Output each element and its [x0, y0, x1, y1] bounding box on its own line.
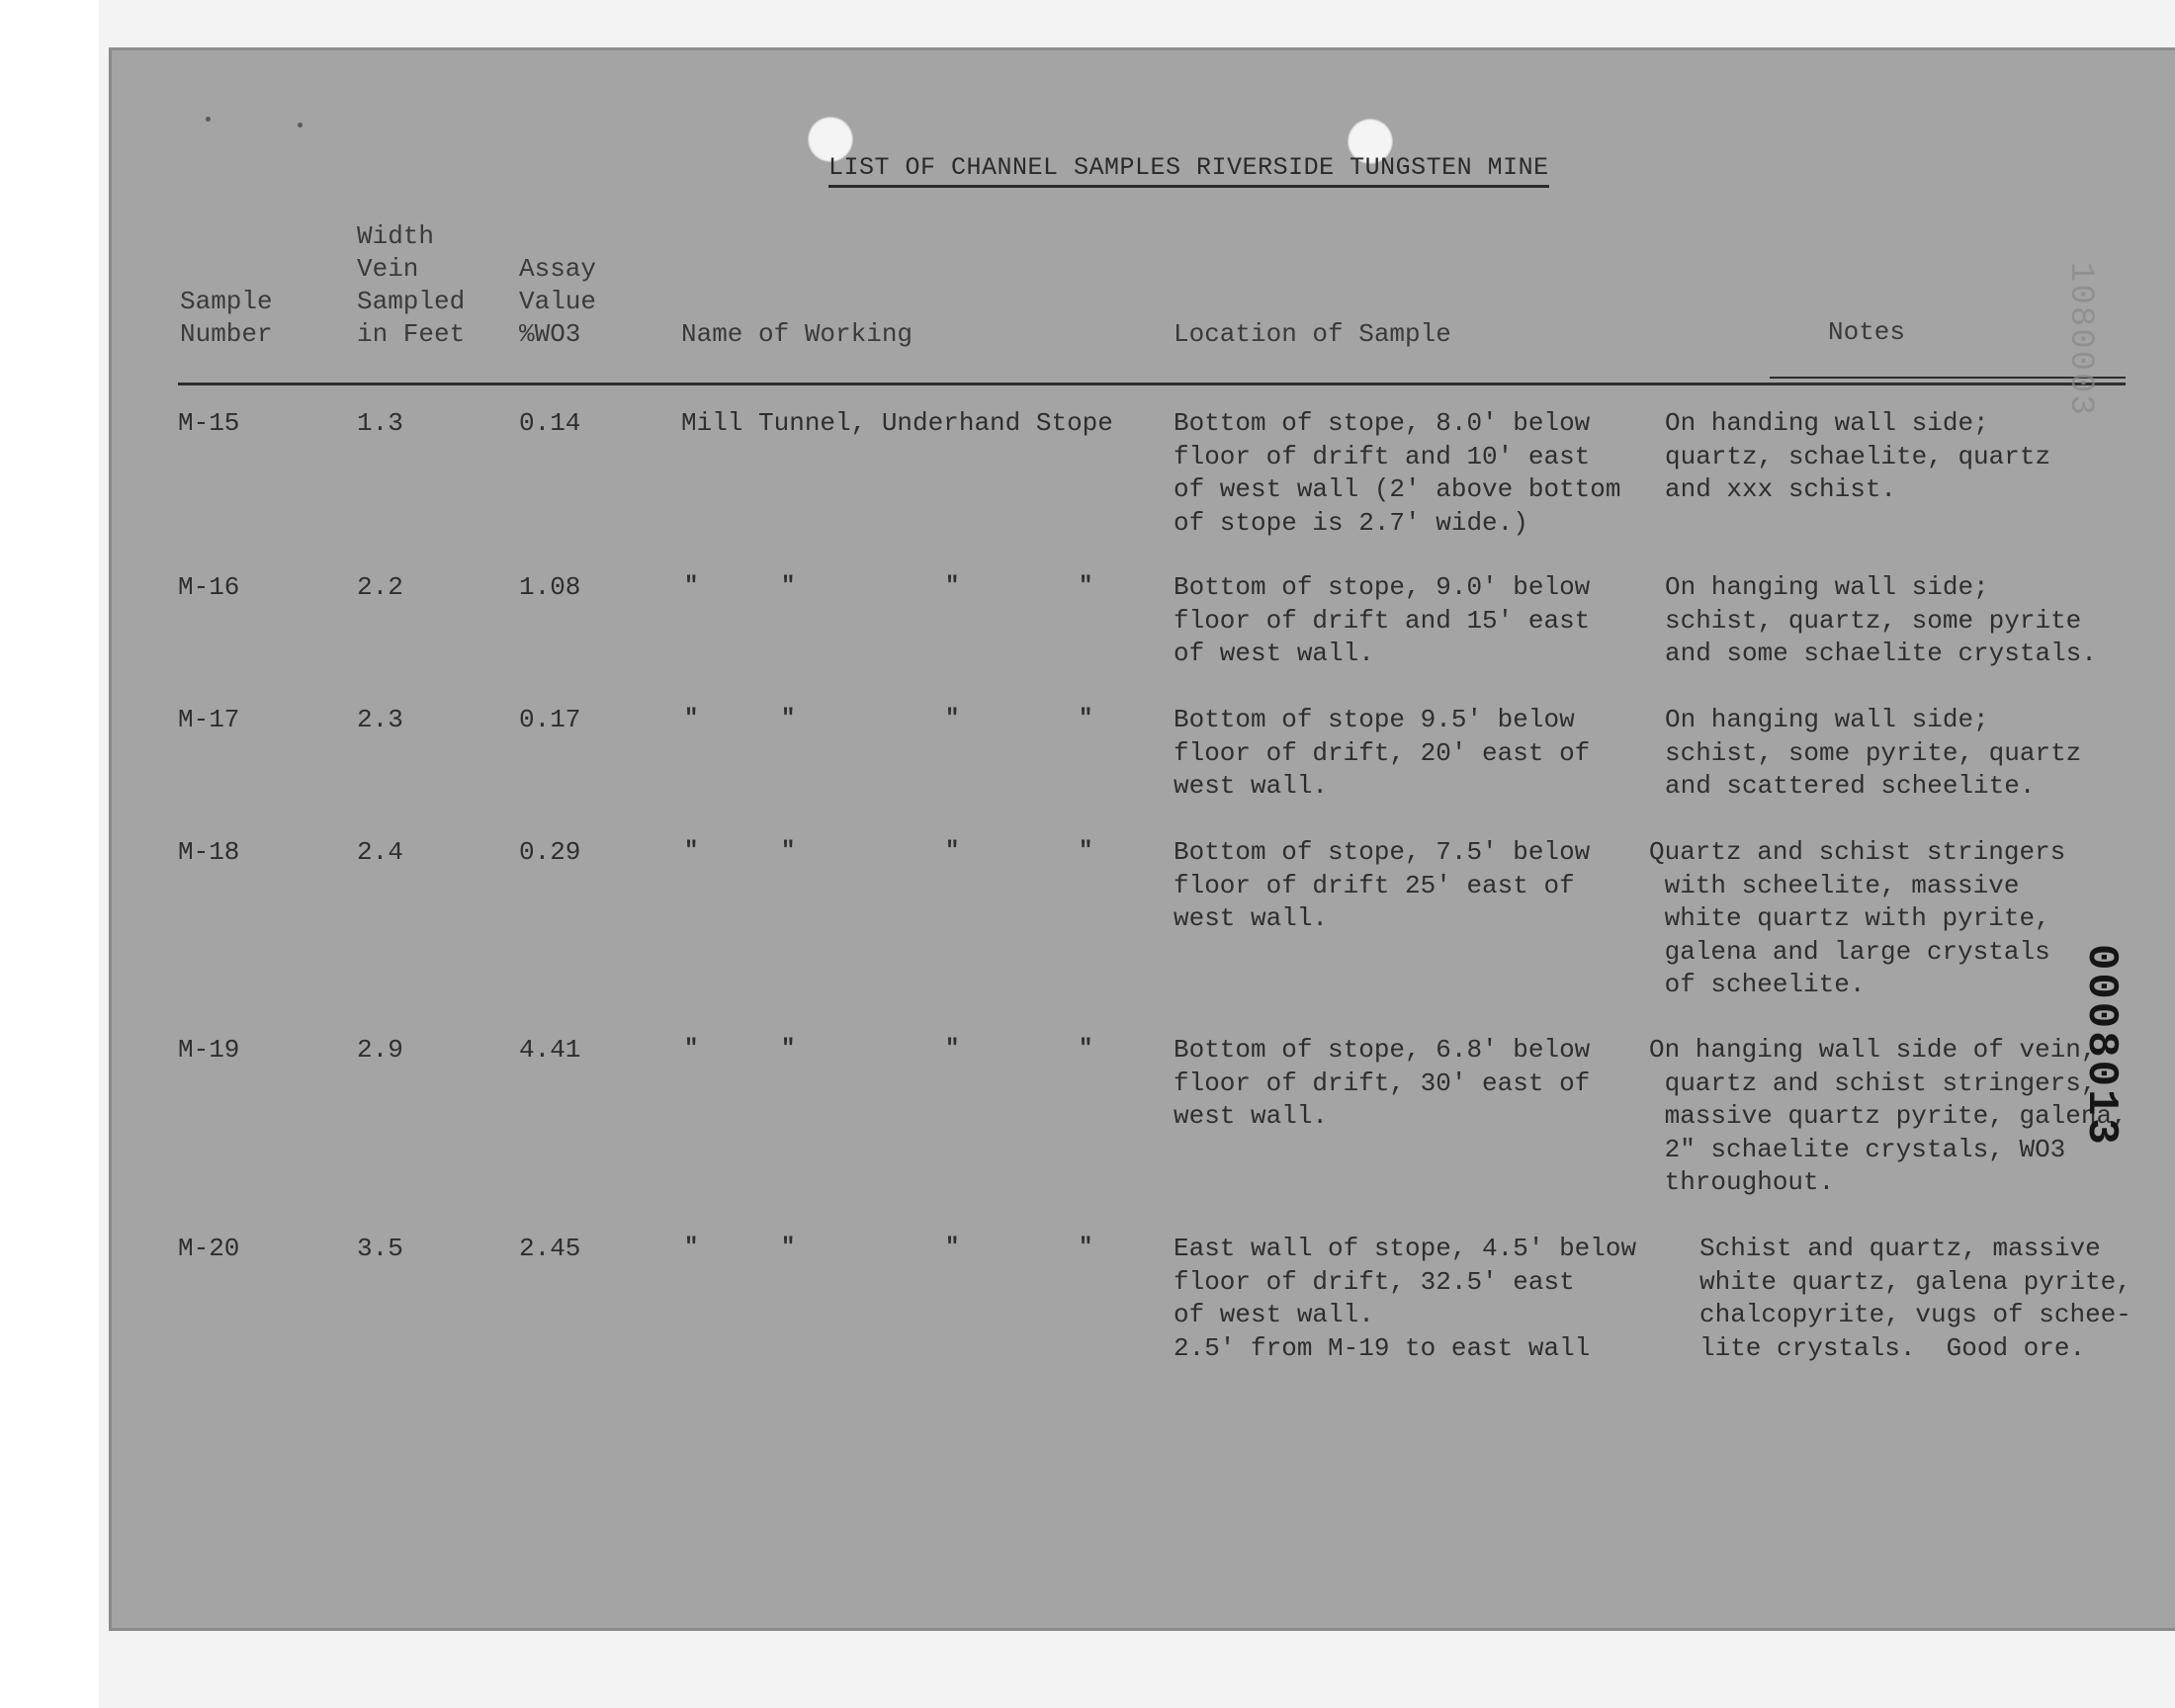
row-3-notes: On hanging wall side; schist, some pyrite, quartz and scattered scheelite. — [1665, 705, 2082, 801]
row-4-ditto-2: " — [781, 838, 796, 865]
row-4-ditto-4: " — [1079, 838, 1093, 865]
row-6-ditto-2: " — [781, 1235, 796, 1261]
row-1-working: Mill Tunnel, Underhand Stope — [681, 408, 1113, 438]
header-sample-number: Sample Number — [180, 287, 273, 349]
row-5-location: Bottom of stope, 6.8' below floor of drift, 30' east of west wall. — [1174, 1035, 1591, 1131]
document-number-stamp: 0008013 — [2076, 944, 2126, 1148]
header-name-of-working: Name of Working — [681, 319, 914, 349]
row-1-width: 1.3 — [357, 408, 403, 438]
row-4-assay: 0.29 — [519, 837, 581, 867]
row-3-ditto-4: " — [1079, 706, 1093, 732]
row-4-notes: Quartz and schist stringers with scheelite, massive white quartz with pyrite, galena and large crystals of scheelite. — [1649, 837, 2066, 999]
row-2-location: Bottom of stope, 9.0' below floor of drift and 15' east of west wall. — [1174, 572, 1591, 668]
row-2-notes: On hanging wall side; schist, quartz, some pyrite and some schaelite crystals. — [1665, 572, 2097, 668]
row-4-ditto-3: " — [945, 838, 960, 865]
left-margin-strip — [0, 0, 99, 1708]
row-5-assay: 4.41 — [519, 1035, 581, 1065]
speck — [206, 117, 211, 122]
row-3-ditto-3: " — [945, 706, 960, 732]
faint-document-stamp: 1080003 — [2061, 262, 2099, 417]
row-3-location: Bottom of stope 9.5' below floor of drift, 20' east of west wall. — [1174, 705, 1591, 801]
row-6-notes: Schist and quartz, massive white quartz, galena pyrite, chalcopyrite, vugs of schee- lite crystals. Good ore. — [1699, 1234, 2132, 1363]
row-5-ditto-2: " — [781, 1036, 796, 1063]
row-6-sample: M-20 — [178, 1234, 240, 1263]
row-6-location: East wall of stope, 4.5' below floor of drift, 32.5' east of west wall. 2.5' from M-19 to east wall — [1174, 1234, 1637, 1363]
row-2-width: 2.2 — [357, 572, 403, 602]
row-2-ditto-2: " — [781, 573, 796, 600]
header-location-of-sample: Location of Sample — [1174, 319, 1451, 349]
header-notes: Notes — [1828, 317, 1906, 347]
row-2-ditto-3: " — [945, 573, 960, 600]
row-3-ditto-1: " — [684, 706, 699, 732]
header-assay-value: Assay Value %WO3 — [519, 254, 597, 349]
row-3-sample: M-17 — [178, 705, 240, 734]
row-4-location: Bottom of stope, 7.5' below floor of drift 25' east of west wall. — [1174, 837, 1591, 933]
header-width-vein: Width Vein Sampled in Feet — [357, 221, 466, 349]
row-2-sample: M-16 — [178, 572, 240, 602]
row-2-ditto-1: " — [684, 573, 699, 600]
row-5-ditto-4: " — [1079, 1036, 1093, 1063]
row-6-assay: 2.45 — [519, 1234, 581, 1263]
row-3-ditto-2: " — [781, 706, 796, 732]
row-6-ditto-3: " — [945, 1235, 960, 1261]
document-title: LIST OF CHANNEL SAMPLES RIVERSIDE TUNGSTEN MINE — [828, 153, 1549, 188]
row-1-location: Bottom of stope, 8.0' below floor of drift and 10' east of west wall (2' above bottom of stope is 2.7' wide.) — [1174, 408, 1621, 538]
row-5-sample: M-19 — [178, 1035, 240, 1065]
row-1-sample: M-15 — [178, 408, 240, 438]
row-6-ditto-4: " — [1079, 1235, 1093, 1261]
row-5-width: 2.9 — [357, 1035, 403, 1065]
row-3-assay: 0.17 — [519, 705, 581, 734]
row-5-ditto-1: " — [684, 1036, 699, 1063]
row-2-ditto-4: " — [1079, 573, 1093, 600]
row-5-ditto-3: " — [945, 1036, 960, 1063]
row-3-width: 2.3 — [357, 705, 403, 734]
header-rule — [178, 383, 2126, 385]
row-2-assay: 1.08 — [519, 572, 581, 602]
row-1-assay: 0.14 — [519, 408, 581, 438]
row-1-notes: On handing wall side; quartz, schaelite, quartz and xxx schist. — [1665, 408, 2051, 504]
row-4-sample: M-18 — [178, 837, 240, 867]
row-5-notes: On hanging wall side of vein, quartz and schist stringers, massive quartz pyrite, galena, 2" schaelite crystals, WO3 throughout. — [1649, 1035, 2128, 1197]
speck — [298, 123, 303, 128]
row-4-ditto-1: " — [684, 838, 699, 865]
row-6-ditto-1: " — [684, 1235, 699, 1261]
row-4-width: 2.4 — [357, 837, 403, 867]
row-6-width: 3.5 — [357, 1234, 403, 1263]
